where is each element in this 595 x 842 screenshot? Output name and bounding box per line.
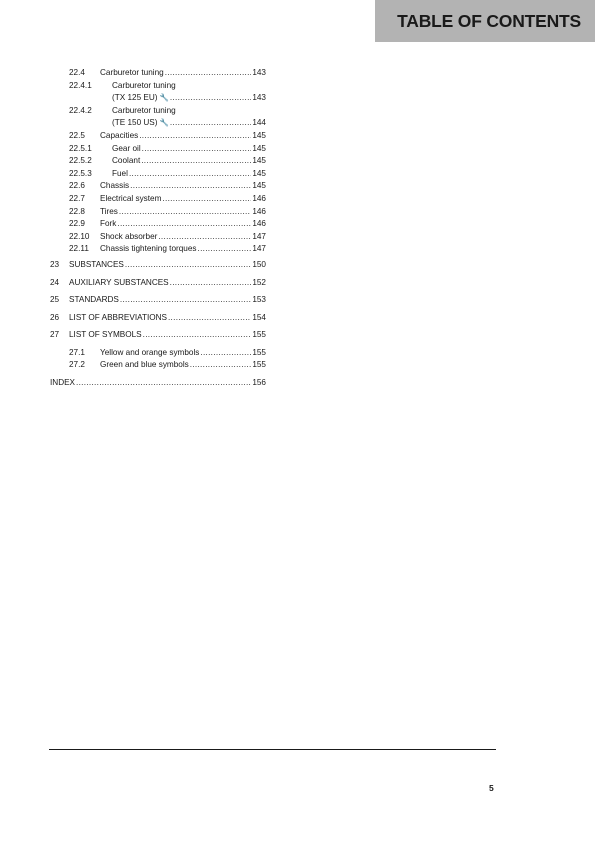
toc-number: 24 — [50, 277, 60, 287]
toc-number: 22.7 — [69, 193, 85, 203]
toc-title: AUXILIARY SUBSTANCES — [69, 277, 169, 287]
leader-dots — [200, 347, 251, 360]
toc-entry-22-6[interactable] — [50, 180, 266, 193]
wrench-icon: 🔧 — [159, 118, 169, 128]
toc-page: 147 — [252, 244, 266, 254]
leader-dots — [125, 259, 251, 272]
toc-title: Capacities — [100, 130, 139, 140]
leader-dots — [168, 312, 251, 325]
toc-page: 153 — [252, 295, 266, 305]
toc-page: 145 — [252, 130, 266, 140]
toc-page: 146 — [252, 206, 266, 216]
toc-title: INDEX — [50, 378, 76, 388]
toc-page: 146 — [252, 193, 266, 203]
toc-number: 22.4.1 — [69, 80, 92, 90]
leader-dots — [130, 180, 251, 193]
toc-title: Carburetor tuning — [100, 68, 164, 77]
toc-number: 26 — [50, 312, 60, 322]
footer-rule — [49, 749, 496, 750]
header-banner — [375, 0, 595, 42]
leader-dots — [190, 359, 252, 372]
toc-title: Green and blue symbols — [100, 360, 189, 370]
leader-dots — [141, 155, 251, 168]
toc-page: 155 — [252, 347, 266, 357]
toc-title: Gear oil — [112, 143, 141, 153]
toc-title-line1: Carburetor tuning — [112, 105, 176, 115]
page-number: 5 — [489, 783, 494, 793]
toc-title: Shock absorber — [100, 231, 158, 241]
leader-dots — [170, 92, 251, 105]
leader-dots — [119, 206, 251, 219]
leader-dots — [120, 294, 251, 307]
toc-page: 145 — [252, 168, 266, 178]
toc-entry-24[interactable] — [50, 277, 266, 290]
toc-entry-22-4[interactable] — [50, 67, 266, 80]
toc-title: Chassis — [100, 181, 130, 191]
toc-entry-22-5-1[interactable] — [50, 143, 266, 156]
toc-entry-26[interactable] — [50, 312, 266, 325]
toc-number: 22.11 — [69, 244, 89, 254]
toc-number: 27 — [50, 330, 60, 340]
leader-dots — [198, 243, 252, 256]
toc-page: 145 — [252, 143, 266, 153]
leader-dots — [76, 377, 251, 390]
toc-entry-22-9[interactable] — [50, 218, 266, 231]
toc-title: STANDARDS — [69, 295, 119, 305]
toc-entry-27-1[interactable] — [50, 347, 266, 360]
toc-number: 22.5 — [69, 130, 85, 140]
toc-title-line1: Carburetor tuning — [112, 80, 176, 90]
toc-number: 22.5.1 — [69, 143, 92, 153]
toc-page: 155 — [252, 330, 266, 340]
toc-page: 145 — [252, 181, 266, 191]
toc-entry-22-10[interactable] — [50, 231, 266, 244]
toc-number: 22.5.2 — [69, 156, 92, 166]
leader-dots — [170, 117, 251, 130]
leader-dots — [158, 231, 251, 244]
toc-entry-22-8[interactable] — [50, 206, 266, 219]
wrench-icon: 🔧 — [159, 93, 169, 103]
toc-entry-22-4-2[interactable] — [50, 105, 266, 130]
toc-number: 22.5.3 — [69, 168, 92, 178]
page-title: TABLE OF CONTENTS — [397, 11, 581, 31]
toc-entry-25[interactable] — [50, 294, 266, 307]
toc-entry-22-5-2[interactable] — [50, 155, 266, 168]
toc-page: 143 — [252, 68, 266, 77]
toc-page: 152 — [252, 277, 266, 287]
toc-title: Tires — [100, 206, 118, 216]
toc-title: Fuel — [112, 168, 128, 178]
leader-dots — [143, 329, 252, 342]
toc-number: 27.2 — [69, 360, 85, 370]
toc-entry-index[interactable] — [50, 377, 266, 390]
toc-page: 155 — [252, 360, 266, 370]
toc-entry-27-2[interactable] — [50, 359, 266, 372]
toc-title: Chassis tightening torques — [100, 244, 197, 254]
toc-entry-23[interactable] — [50, 259, 266, 272]
toc-title: Yellow and orange symbols — [100, 347, 200, 357]
leader-dots — [139, 130, 251, 143]
toc-number: 22.8 — [69, 206, 85, 216]
leader-dots — [162, 193, 251, 206]
leader-dots — [117, 218, 251, 231]
toc-page: 154 — [252, 312, 266, 322]
toc-title-line2: (TX 125 EU) — [112, 93, 158, 103]
toc-title: LIST OF ABBREVIATIONS — [69, 312, 167, 322]
toc-page: 156 — [252, 378, 266, 388]
toc-page: 146 — [252, 219, 266, 229]
toc-page: 145 — [252, 156, 266, 166]
toc-number: 22.9 — [69, 219, 85, 229]
toc-page: 147 — [252, 231, 266, 241]
toc-number: 27.1 — [69, 347, 85, 357]
toc-title: Fork — [100, 219, 117, 229]
toc-entry-22-5[interactable] — [50, 130, 266, 143]
table-of-contents — [50, 67, 266, 390]
toc-number: 22.6 — [69, 181, 85, 191]
toc-title: Coolant — [112, 156, 141, 166]
toc-title: Electrical system — [100, 193, 162, 203]
toc-title: LIST OF SYMBOLS — [69, 330, 142, 340]
leader-dots — [129, 168, 251, 181]
toc-title-line2: (TE 150 US) — [112, 118, 158, 128]
toc-number: 22.4 — [69, 68, 85, 77]
toc-number: 23 — [50, 259, 60, 269]
leader-dots — [170, 277, 252, 290]
toc-number: 22.10 — [69, 231, 90, 241]
toc-entry-27[interactable] — [50, 329, 266, 342]
toc-entry-22-5-3[interactable] — [50, 168, 266, 181]
toc-number: 22.4.2 — [69, 105, 92, 115]
toc-number: 25 — [50, 295, 60, 305]
toc-page: 150 — [252, 259, 266, 269]
toc-page: 144 — [252, 118, 266, 128]
toc-entry-22-7[interactable] — [50, 193, 266, 206]
toc-entry-22-11[interactable] — [50, 243, 266, 256]
toc-page: 143 — [252, 93, 266, 103]
leader-dots — [142, 143, 252, 156]
toc-entry-22-4-1[interactable] — [50, 80, 266, 105]
toc-title: SUBSTANCES — [69, 259, 124, 269]
leader-dots — [165, 67, 252, 80]
